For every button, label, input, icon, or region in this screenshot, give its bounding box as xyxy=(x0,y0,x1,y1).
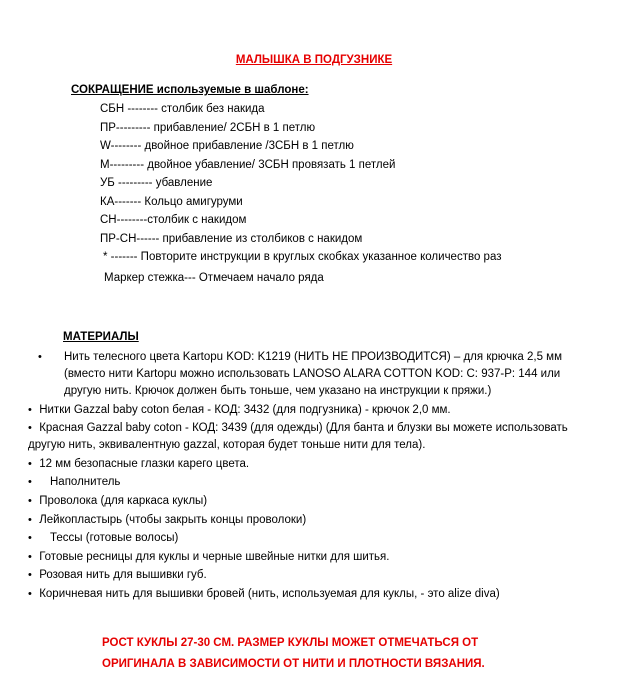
materials-list xyxy=(28,349,568,605)
abbreviations-heading: СОКРАЩЕНИЕ используемые в шаблоне: xyxy=(71,84,309,96)
bullet-icon: • xyxy=(28,422,32,435)
abbreviation-item: W-------- двойное прибавление /3СБН в 1 петлю xyxy=(100,140,354,152)
abbreviation-item: ПР-СН------ прибавление из столбиков с накидом xyxy=(100,232,363,245)
bullet-icon: • xyxy=(28,569,32,582)
material-text: Нитки Gazzal baby coton белая - КОД: 3432 (для подгузника) - крючок 2,0 мм. xyxy=(39,403,451,416)
abbreviation-item: КА------- Кольцо амигуруми xyxy=(100,195,243,208)
abbreviation-item: УБ --------- убавление xyxy=(100,177,213,189)
material-item xyxy=(28,349,568,400)
material-text: 12 мм безопасные глазки карего цвета. xyxy=(39,457,250,470)
material-item xyxy=(28,420,568,454)
bullet-icon: • xyxy=(28,550,32,563)
material-text: Лейкопластырь (чтобы закрыть концы проволоки) xyxy=(39,513,307,526)
material-item xyxy=(28,549,568,566)
material-text: Тессы (готовые волосы) xyxy=(50,532,179,545)
material-item xyxy=(28,586,568,603)
material-item xyxy=(28,530,568,547)
abbreviation-item: СБН -------- столбик без накида xyxy=(100,103,265,115)
material-text: Нить телесного цвета Kartopu KOD: K1219 (НИТЬ НЕ ПРОИЗВОДИТСЯ) – для крючка 2,5 мм (вместо нити Kartopu можно использовать LANOSO ALARA COTTON KOD: C: 937-P: 144 или другую нить. Крючок должен быть тоньше, чем указано на инструкции к пряжи.) xyxy=(64,351,562,397)
page-title: МАЛЫШКА В ПОДГУЗНИКЕ xyxy=(235,54,393,66)
material-item xyxy=(28,474,568,491)
material-text: Розовая нить для вышивки губ. xyxy=(39,569,207,582)
material-text: Красная Gazzal baby coton - КОД: 3439 (для одежды) (Для банта и блузки вы можете использовать другую нить, эквивалентную gazzal, которая будет тоньше нити для тела). xyxy=(28,422,568,452)
abbreviation-item: М--------- двойное убавление/ 3СБН провязать 1 петлей xyxy=(100,158,396,171)
bullet-icon: • xyxy=(28,476,32,489)
material-text: Готовые ресницы для куклы и черные швейные нитки для шитья. xyxy=(39,550,390,563)
material-item xyxy=(28,456,568,473)
material-item xyxy=(28,493,568,510)
material-item xyxy=(28,512,568,529)
bullet-icon: • xyxy=(28,457,32,470)
material-text: Коричневая нить для вышивки бровей (нить, используемая для куклы, - это alize diva) xyxy=(39,587,500,600)
abbreviation-item: ПР--------- прибавление/ 2СБН в 1 петлю xyxy=(100,121,316,134)
abbreviation-item: * ------- Повторите инструкции в круглых скобках указанное количество раз xyxy=(103,251,502,263)
bullet-icon: • xyxy=(28,494,32,507)
abbreviation-item: Маркер стежка--- Отмечаем начало ряда xyxy=(104,271,324,284)
material-text: Проволока (для каркаса куклы) xyxy=(39,494,208,507)
material-item xyxy=(28,402,568,419)
material-text: Наполнитель xyxy=(50,476,121,489)
abbreviation-item: СН--------столбик с накидом xyxy=(100,214,247,226)
materials-heading: МАТЕРИАЛЫ xyxy=(63,331,139,343)
size-note: РОСТ КУКЛЫ 27-30 СМ. РАЗМЕР КУКЛЫ МОЖЕТ ОТМЕЧАТЬСЯ ОТ ОРИГИНАЛА В ЗАВИСИМОСТИ ОТ НИТИ И ПЛОТНОСТИ ВЯЗАНИЯ. xyxy=(102,637,485,670)
abbreviations-list xyxy=(100,100,501,287)
bullet-icon: • xyxy=(28,403,32,416)
bullet-icon: • xyxy=(28,532,32,545)
bullet-icon: • xyxy=(38,351,42,363)
material-item xyxy=(28,567,568,584)
bullet-icon: • xyxy=(28,513,32,526)
bullet-icon: • xyxy=(28,587,32,600)
